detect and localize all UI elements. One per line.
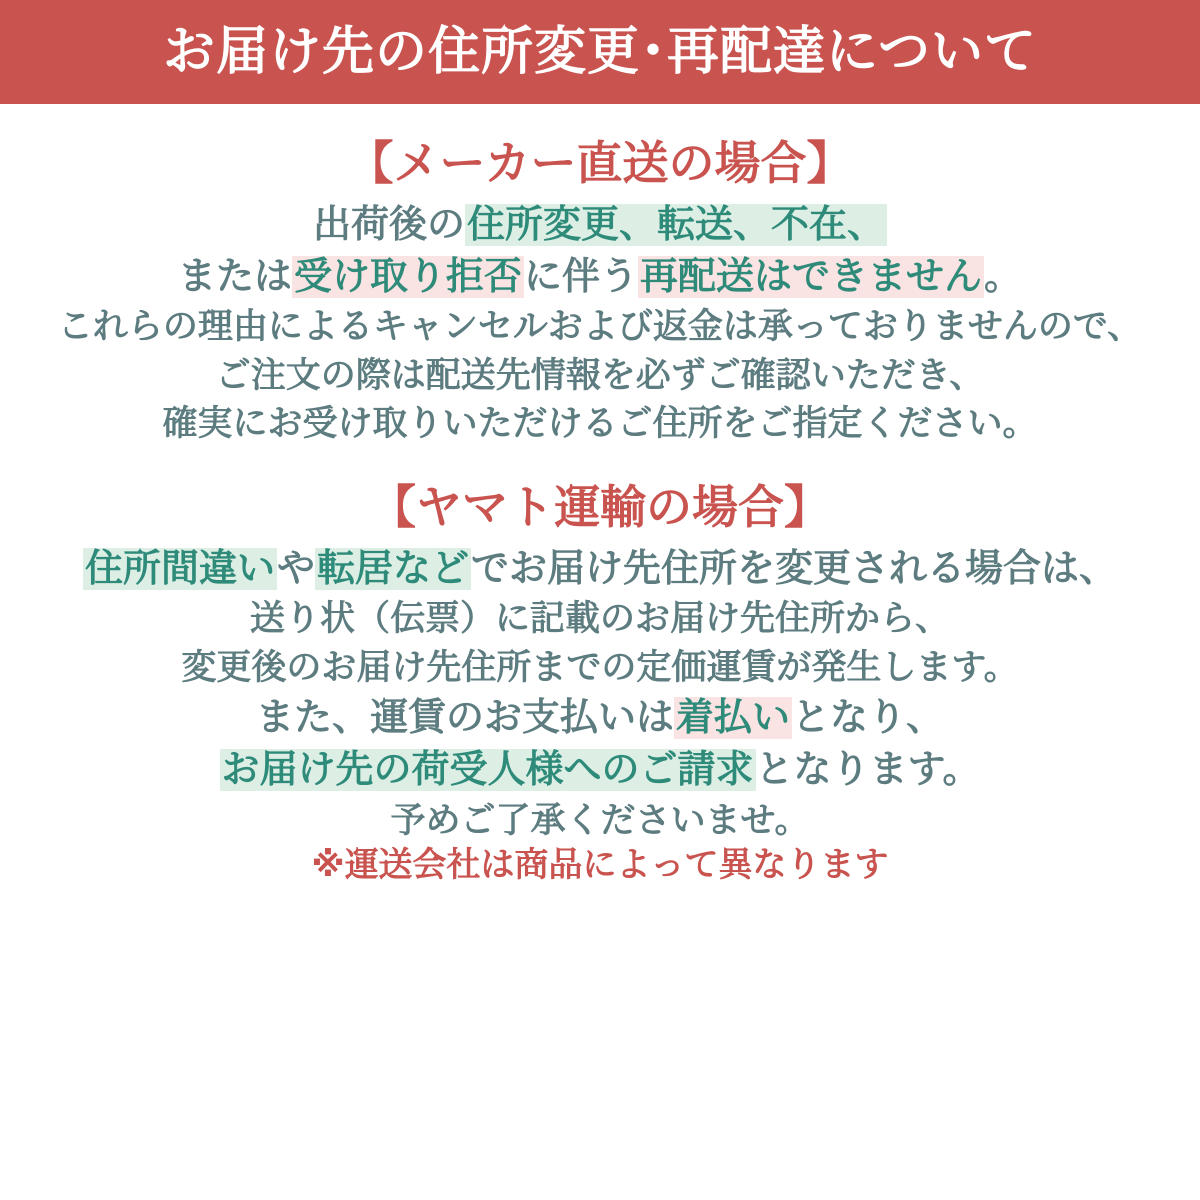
notice-line xyxy=(0,543,1200,595)
notice-line xyxy=(0,644,1200,692)
text-run: 転居など xyxy=(317,547,470,590)
text-run: 住所間違い xyxy=(84,547,275,590)
text-run: に伴う xyxy=(523,256,638,299)
notice-line xyxy=(0,595,1200,643)
section-body-yamato xyxy=(0,543,1200,845)
text-run: でお届け先住所を変更される場合は、 xyxy=(471,547,1118,590)
text-run: 予めご了承くださいませ。 xyxy=(390,800,810,840)
notice-line xyxy=(0,251,1200,303)
section-body-maker-direct xyxy=(0,199,1200,449)
text-run: これらの理由によるキャンセルおよび返金は承っておりませんので、 xyxy=(57,307,1143,347)
text-run: や xyxy=(276,547,315,590)
notice-content xyxy=(0,138,1200,886)
text-run: または xyxy=(177,256,292,299)
text-run: となり、 xyxy=(792,696,945,739)
text-run: 受け取り拒否 xyxy=(293,256,522,299)
text-run: ご注文の際は配送先情報を必ずご確認いただき、 xyxy=(215,355,985,395)
notice-line xyxy=(0,199,1200,251)
text-run: 住所変更、転送、不在、 xyxy=(467,203,886,246)
text-run: 変更後のお届け先住所までの定価運賃が発生します。 xyxy=(181,647,1019,687)
notice-line xyxy=(0,692,1200,744)
notice-line xyxy=(0,744,1200,796)
text-run: 送り状（伝票）に記載のお届け先住所から、 xyxy=(249,599,950,639)
notice-line xyxy=(0,352,1200,400)
text-run: となります。 xyxy=(755,749,981,792)
notice-line xyxy=(0,400,1200,448)
footnote: ※運送会社は商品によって異なります xyxy=(311,846,889,885)
text-run: 出荷後の xyxy=(312,203,465,246)
notice-line xyxy=(0,797,1200,845)
text-run: お届け先の荷受人様へのご請求 xyxy=(221,749,754,792)
section-heading-yamato: 【ヤマト運輸の場合】 xyxy=(370,481,830,534)
page-title: お届け先の住所変更･再配達について xyxy=(163,23,1037,81)
text-run: 確実にお受け取りいただけるご住所をご指定ください。 xyxy=(162,404,1038,444)
text-run: 再配送はできません xyxy=(640,256,983,299)
section-heading-maker-direct: 【メーカー直送の場合】 xyxy=(347,137,853,189)
page-header xyxy=(0,0,1200,104)
text-run: 着払い xyxy=(675,696,790,739)
notice-line xyxy=(0,303,1200,351)
text-run: また、運賃のお支払いは xyxy=(255,696,674,739)
text-run: 。 xyxy=(984,256,1023,299)
